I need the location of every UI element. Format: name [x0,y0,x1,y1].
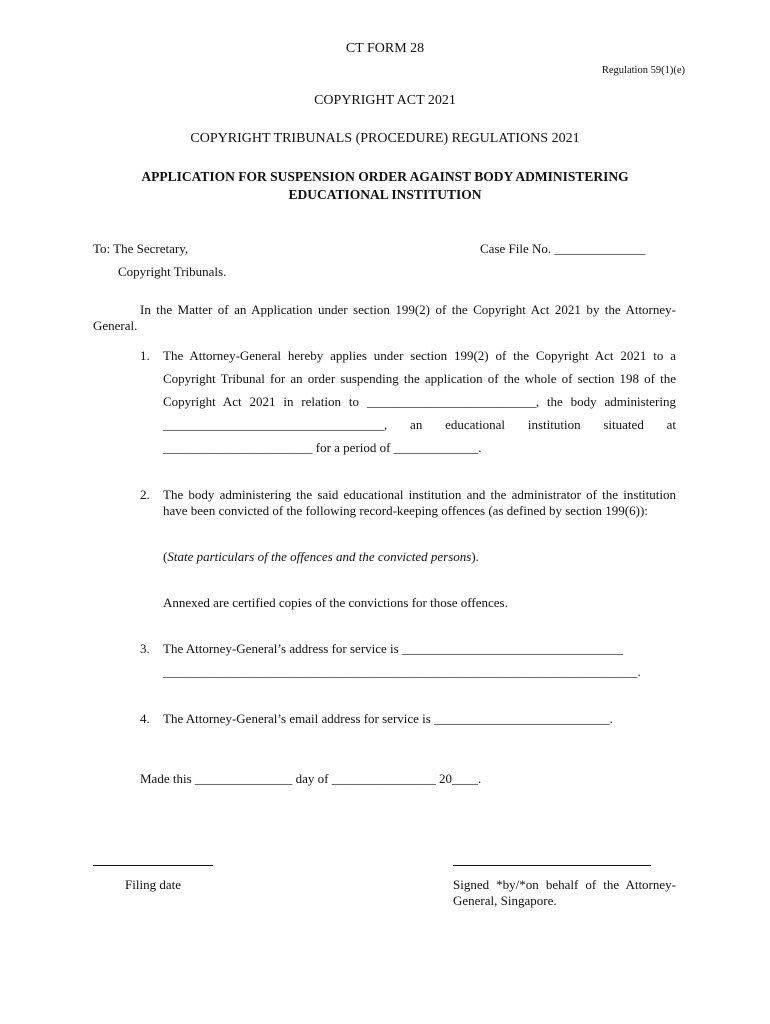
signed-label: Signed *by/*on behalf of the Attorney-General, Singapore. [453,877,676,908]
regulations-title: COPYRIGHT TRIBUNALS (PROCEDURE) REGULATIONS 2021 [190,131,580,146]
addressee-office: Copyright Tribunals. [118,264,227,279]
item-2-annex: Annexed are certified copies of the convictions for those offences. [163,595,508,610]
item-3-line2: _________________________________________________________________________. [163,664,641,679]
addressee-to: To: The Secretary, [93,241,189,256]
filing-date-signature-line [93,865,213,866]
particulars-text: State particulars of the offences and the convicted persons [167,549,472,564]
regulation-reference: Regulation 59(1)(e) [601,65,685,76]
act-title: COPYRIGHT ACT 2021 [314,93,456,108]
item-2-text: The body administering the said educational institution and the administrator of the institution have been convicted of the following record-keeping offences (as defined by section 199(6)): [163,487,676,518]
filing-date-label: Filing date [125,877,181,892]
item-2-number: 2. [140,487,150,502]
case-file-number: Case File No. ______________ [480,241,646,256]
item-2-particulars [163,549,479,565]
item-1-text: The Attorney-General hereby applies under section 199(2) of the Copyright Act 2021 to a Copyright Tribunal for an order suspending the application of the whole of section 198 of the Copyright Act 2021 in relation to __________________________, the body administering __________________________________, an educational institution situated at _______________________ for a period of _____________. [163,348,676,455]
item-3-number: 3. [140,641,150,656]
signed-signature-line [453,865,651,866]
particulars-close: ). [471,549,479,564]
item-1-number: 1. [140,348,150,363]
form-number: CT FORM 28 [345,41,425,56]
intro-paragraph: In the Matter of an Application under section 199(2) of the Copyright Act 2021 by the Attorney-General. [93,302,676,333]
item-3-text: The Attorney-General’s address for service is __________________________________ [163,641,623,656]
particulars-open: ( [163,549,168,564]
application-heading-line2: EDUCATIONAL INSTITUTION [288,187,482,202]
application-heading-line1: APPLICATION FOR SUSPENSION ORDER AGAINST BODY ADMINISTERING [141,169,629,184]
item-4-number: 4. [140,711,150,726]
item-4-text: The Attorney-General’s email address for service is ___________________________. [163,711,613,726]
made-this-line: Made this _______________ day of ________________ 20____. [140,771,482,786]
